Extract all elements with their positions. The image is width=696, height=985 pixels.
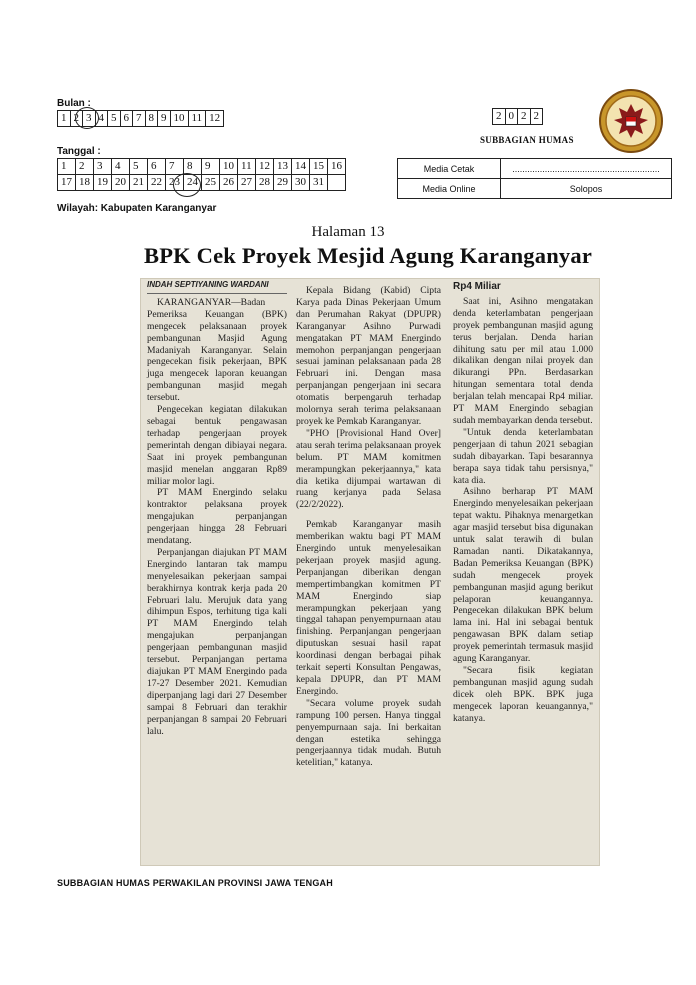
- paragraph: Kepala Bidang (Kabid) Cipta Karya pada Dinas Pekerjaan Umum dan Perumahan Rakyat (DPUPR) Karanganyar Asihno Purwadi mengatakan PT MAM Energindo memohon perpanjangan pengerjaan sesuai jaminan pelaksanaan pada 28 Februari ini. Dengan masa perpanjangan pengerjaan ini secara otomatis berpengaruh terhadap molornya serah terima pelaksanaan proyek ke Pemkab Karanganyar.: [296, 285, 441, 427]
- newspaper-clipping: [140, 278, 600, 866]
- month-cell: 11: [188, 111, 206, 127]
- month-cell: 1: [58, 111, 71, 127]
- month-cell: 9: [158, 111, 171, 127]
- year-digit: 2: [518, 109, 531, 125]
- date-cell: 22: [148, 175, 166, 191]
- date-cell: 17: [58, 175, 76, 191]
- date-cell: 29: [274, 175, 292, 191]
- date-cell: 19: [94, 175, 112, 191]
- year-digit: 2: [493, 109, 506, 125]
- date-cell: 7: [166, 159, 184, 175]
- date-cell: 15: [310, 159, 328, 175]
- tanggal-label: Tanggal :: [57, 146, 101, 157]
- month-cell: 2: [70, 111, 83, 127]
- month-cell: 3: [83, 111, 96, 127]
- paragraph: KARANGANYAR—Badan Pemeriksa Keuangan (BPK) mengecek pelaksanaan proyek pembangunan Masjid Agung Madaniyah Karanganyar. Selain pengecekan fisik pekerjaan, BPK juga mengecek laporan keuangan pembangunan masjid megah tersebut.: [147, 296, 287, 404]
- date-cell: 5: [130, 159, 148, 175]
- date-cell: 2: [76, 159, 94, 175]
- date-cell: 13: [274, 159, 292, 175]
- paragraph: Pengecekan kegiatan dilakukan sebagai bentuk pengawasan terhadap pengerjaan proyek pemerintah dengan dibiayai negara. Saat ini proyek pembangunan masjid menelan anggaran Rp89 miliar molor lagi.: [147, 404, 287, 487]
- month-cell: 4: [95, 111, 108, 127]
- paragraph: Asihno berharap PT MAM Energindo menyelesaikan pekerjaan tepat waktu. Pihaknya menargetkan agar masjid tersebut bisa digunakan untuk salat terawih di bulan Ramadan nanti. Dikatakannya, Badan Pemeriksa Keuangan (BPK) sudah mengecek proyek pembangunan masjid agung berikut pelaporan keuangannya. Pengecekan dilakukan BPK belum lama ini. Hal ini sebagai bentuk pengawasan BPK dalam setiap proyek pemerintah termasuk masjid agung Karanganyar.: [453, 486, 593, 665]
- month-cell: 10: [170, 111, 188, 127]
- date-cell: 24: [184, 175, 202, 191]
- date-cell: 8: [184, 159, 202, 175]
- date-cell: 6: [148, 159, 166, 175]
- footer: SUBBAGIAN HUMAS PERWAKILAN PROVINSI JAWA TENGAH: [57, 878, 333, 888]
- paragraph: "PHO [Provisional Hand Over] atau serah terima pelaksanaan proyek belum. PT MAM komitmen merampungkan pekerjaannya," kata dia ketika dijumpai wartawan di ruang kerjanya pada Selasa (22/2/2022).: [296, 427, 441, 511]
- bulan-label: Bulan :: [57, 98, 91, 109]
- date-cell: 10: [220, 159, 238, 175]
- selected-month-circle: [75, 107, 99, 129]
- media-online-value: Solopos: [501, 179, 672, 199]
- date-cell: 11: [238, 159, 256, 175]
- date-cell: 28: [256, 175, 274, 191]
- month-cell: 7: [133, 111, 146, 127]
- byline: INDAH SEPTIYANING WARDANI: [147, 279, 287, 294]
- date-cell: 3: [94, 159, 112, 175]
- month-cell: 6: [120, 111, 133, 127]
- date-cell: 4: [112, 159, 130, 175]
- media-cetak-label: Media Cetak: [398, 159, 501, 179]
- media-table: [397, 158, 672, 199]
- media-cetak-value: ...........................................................: [501, 159, 672, 179]
- date-cell: 16: [328, 159, 346, 175]
- paragraph: "Secara fisik kegiatan pembangunan masjid agung sudah dicek oleh BPK. BPK juga mengecek laporan keuangannya," katanya.: [453, 665, 593, 724]
- date-cell: 9: [202, 159, 220, 175]
- paragraph: Perpanjangan diajukan PT MAM Energindo lantaran tak mampu menyelesaikan pekerjaan sampai berakhirnya kontrak kerja pada 20 Februari lalu. Merujuk data yang dihimpun Espos, terhitung tiga kali PT MAM Energindo telah mengajukan perpanjangan pengerjaan pembangunan masjid tersebut. Perpanjangan pertama diajukan PT MAM Energindo pada 17-27 Desember 2021. Kemudian diperpanjang lagi dari 27 Desember sampai 8 Februari dan terakhir perpanjangan 8 sampai 20 Februari lalu.: [147, 546, 287, 737]
- date-cell-empty: [328, 175, 346, 191]
- month-cell: 8: [145, 111, 158, 127]
- month-cell: 5: [108, 111, 121, 127]
- paragraph: Saat ini, Asihno mengatakan denda keterlambatan pengerjaan proyek pembangunan masjid agung terus berjalan. Denda harian dihitung satu per mil atau 1.000 dikalikan dengan nilai proyek dan dikurangi PPn. Berdasarkan hitungan sementara total denda berjalan telah mencapai Rp4 miliar. PT MAM Energindo sebagian sudah membayarkan denda tersebut.: [453, 295, 593, 426]
- date-cell: 26: [220, 175, 238, 191]
- date-cell: 23: [166, 175, 184, 191]
- year-digit: 2: [530, 109, 543, 125]
- date-grid: [57, 158, 346, 191]
- article-column-1: [147, 279, 287, 737]
- paragraph: Pemkab Karanganyar masih memberikan waktu bagi PT MAM Energindo untuk menyelesaikan pekerjaan proyek masjid agung. Perpanjangan diberikan dengan mempertimbangkan komitmen PT MAM Energindo siap merampungkan pekerjaan yang tinggal tahapan penyempurnaan atau finishing. Perpanjangan pengerjaan diputuskan sesuai hasil rapat koordinasi dengan berbagai pihak terkait seperti Konsultan Pengawas, kepala DPUPR, dan PT MAM Energindo.: [296, 519, 441, 697]
- unit-label: SUBBAGIAN HUMAS: [480, 135, 574, 145]
- article-column-2: [296, 285, 441, 769]
- media-online-label: Media Online: [398, 179, 501, 199]
- date-cell: 30: [292, 175, 310, 191]
- article-column-3: [453, 279, 593, 725]
- bpk-emblem-icon: [598, 88, 664, 154]
- date-cell: 20: [112, 175, 130, 191]
- date-cell: 18: [76, 175, 94, 191]
- year-boxes: [492, 108, 543, 125]
- subhead: Rp4 Miliar: [453, 281, 501, 292]
- date-cell: 31: [310, 175, 328, 191]
- headline: BPK Cek Proyek Mesjid Agung Karanganyar: [143, 243, 593, 268]
- date-cell: 12: [256, 159, 274, 175]
- paragraph: "Secara volume proyek sudah rampung 100 persen. Hanya tinggal penyempurnaan saja. Ini berkaitan dengan estetika sehingga pengerjaannya tidak mudah. Butuh ketelitian," katanya.: [296, 697, 441, 769]
- date-cell: 25: [202, 175, 220, 191]
- year-digit: 0: [505, 109, 518, 125]
- month-cell: 12: [206, 111, 224, 127]
- date-cell: 1: [58, 159, 76, 175]
- paragraph: PT MAM Energindo selaku kontraktor pelaksana proyek mengajukan perpanjangan pengerjaan hingga 28 Februari mendatang.: [147, 487, 287, 547]
- selected-date-circle: [173, 173, 201, 197]
- date-cell: 21: [130, 175, 148, 191]
- date-cell: 27: [238, 175, 256, 191]
- paragraph: "Untuk denda keterlambatan pengerjaan di tahun 2021 sebagian sudah dibayarkan. Tapi besarannya berapa saya tidak tahu persisnya," kata dia.: [453, 426, 593, 486]
- page-number: Halaman 13: [311, 224, 385, 240]
- date-cell: 14: [292, 159, 310, 175]
- wilayah-label: Wilayah: Kabupaten Karanganyar: [57, 203, 217, 214]
